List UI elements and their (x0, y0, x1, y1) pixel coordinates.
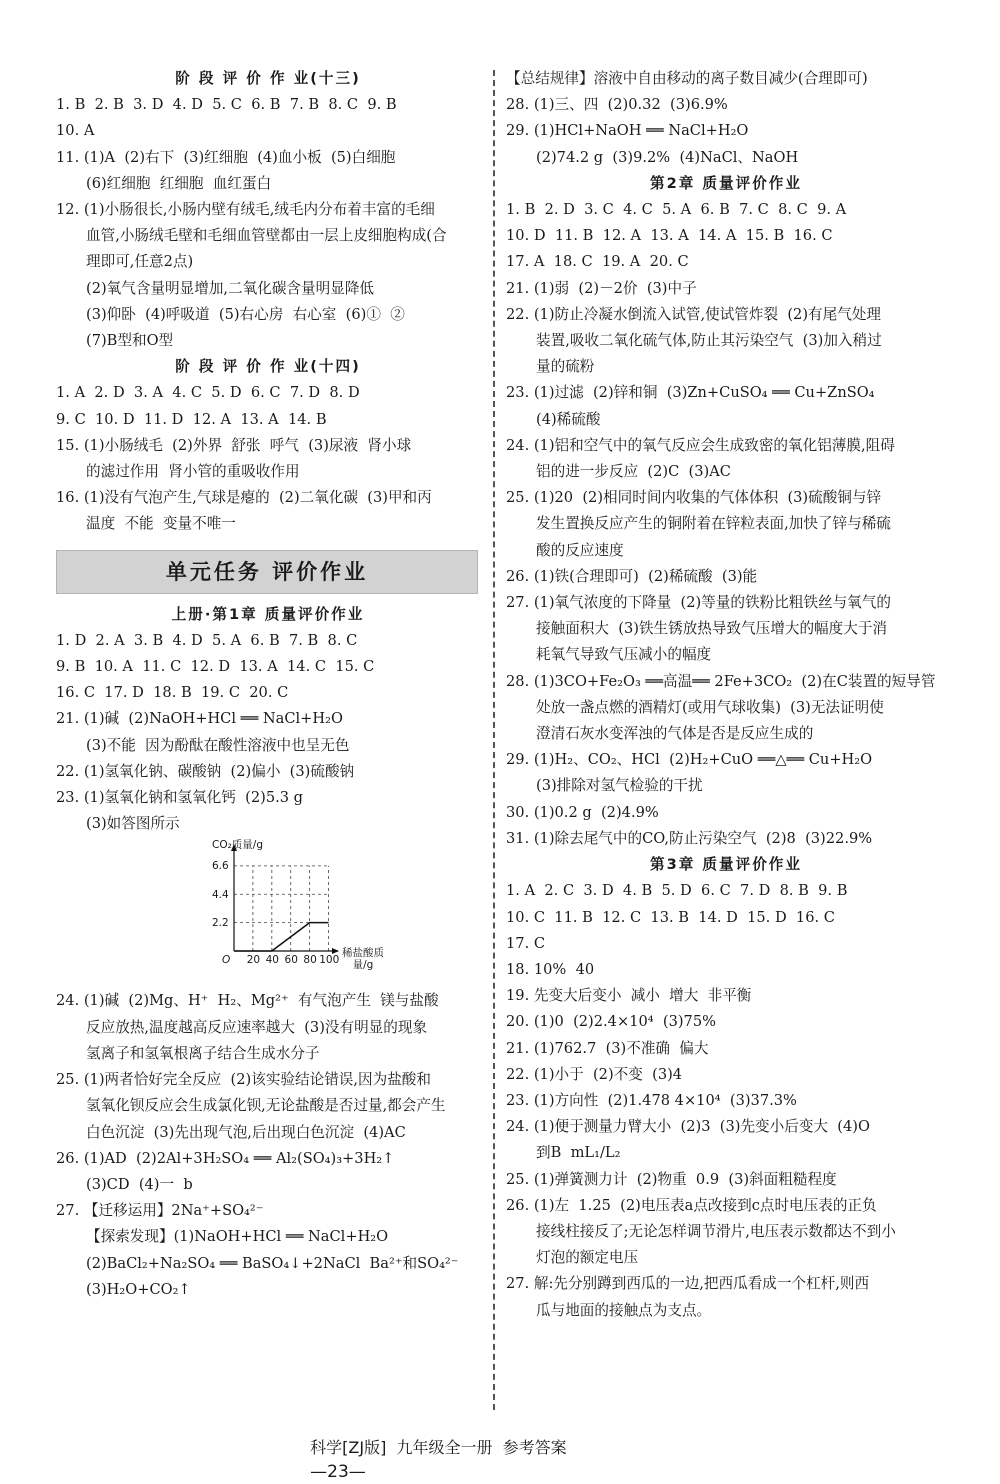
answer-line: (3)H₂O+CO₂↑ (86, 1280, 191, 1298)
answer-line: 1. A 2. C 3. D 4. B 5. D 6. C 7. D 8. B 9. B (506, 882, 848, 900)
chart-xlabel: 稀盐酸质量/g (342, 947, 384, 972)
answer-line: 17. A 18. C 19. A 20. C (506, 253, 689, 271)
answer-line: 21. (1)碱 (2)NaOH+HCl ══ NaCl+H₂O (56, 710, 343, 728)
section13-answers (56, 92, 480, 354)
answer-line: 酸的反应速度 (536, 541, 624, 559)
section14-title: 阶 段 评 价 作 业(十四) (175, 358, 361, 376)
chart-xtick-label: 20 (246, 954, 261, 967)
chart-xtick-label: 100 (319, 954, 340, 967)
answer-line: 28. (1)3CO+Fe₂O₃ ══高温══ 2Fe+3CO₂ (2)在C装置的短导管 (506, 672, 936, 690)
chart-ytick-label: 4.4 (212, 888, 229, 901)
unit-task-banner: 单元任务 评价作业 (56, 550, 478, 594)
co2-mass-chart (196, 839, 386, 984)
answer-line: 装置,吸收二氧化硫气体,防止其污染空气 (3)加入稍过 (536, 332, 882, 350)
answer-line: 24. (1)便于测量力臂大小 (2)3 (3)先变小后变大 (4)O (506, 1118, 870, 1136)
answer-line: 1. B 2. D 3. C 4. C 5. A 6. B 7. C 8. C 9. A (506, 201, 847, 219)
answer-line: (3)如答图所示 (86, 815, 180, 833)
answer-line: 22. (1)氢氧化钠、碳酸钠 (2)偏小 (3)硫酸钠 (56, 762, 355, 780)
chapter1-title: 上册·第1章 质量评价作业 (171, 605, 365, 623)
chart-ytick-label: 2.2 (212, 917, 229, 930)
answer-line: 17. C (506, 934, 546, 952)
answer-line: 25. (1)两者恰好完全反应 (2)该实验结论错误,因为盐酸和 (56, 1071, 431, 1089)
answer-line: 1. B 2. B 3. D 4. D 5. C 6. B 7. B 8. C 9. B (56, 96, 397, 114)
answer-line: 16. C 17. D 18. B 19. C 20. C (56, 684, 289, 702)
answer-line: 18. 10% 40 (506, 960, 595, 978)
answer-line: 1. D 2. A 3. B 4. D 5. A 6. B 7. B 8. C (56, 631, 358, 649)
answer-line: 9. B 10. A 11. C 12. D 13. A 14. C 15. C (56, 658, 375, 676)
answer-line: 接线柱接反了;无论怎样调节滑片,电压表示数都达不到小 (536, 1222, 896, 1240)
answer-line: 瓜与地面的接触点为支点。 (536, 1301, 712, 1319)
answer-line: 21. (1)弱 (2)－2价 (3)中子 (506, 279, 697, 297)
chapter3-title: 第3章 质量评价作业 (650, 856, 802, 874)
answer-line: 9. C 10. D 11. D 12. A 13. A 14. B (56, 410, 327, 428)
answer-line: 温度 不能 变量不唯一 (86, 515, 236, 533)
answer-line: 29. (1)HCl+NaOH ══ NaCl+H₂O (506, 122, 749, 140)
chart-xtick-label: 60 (284, 954, 298, 967)
chart-series-line (234, 923, 329, 951)
chapter2-title: 第2章 质量评价作业 (650, 174, 802, 192)
answer-line: 的滤过作用 肾小管的重吸收作用 (86, 463, 300, 481)
answer-line: 23. (1)过滤 (2)锌和铜 (3)Zn+CuSO₄ ══ Cu+ZnSO₄ (506, 384, 875, 402)
page-footer (300, 1412, 740, 1484)
answer-line: 血管,小肠绒毛壁和毛细血管壁都由一层上皮细胞构成(合 (86, 227, 447, 245)
answer-line: 处放一盏点燃的酒精灯(或用气球收集) (3)无法证明使 (536, 698, 884, 716)
chapter3-answers (506, 878, 946, 1323)
answer-line: (2)氧气含量明显增加,二氧化碳含量明显降低 (86, 279, 375, 297)
answer-line: 19. 先变大后变小 减小 增大 非平衡 (506, 987, 752, 1005)
footer-text: 科学[ZJ版] 九年级全一册 参考答案 (310, 1438, 567, 1457)
answer-line: 23. (1)氢氧化钠和氢氧化钙 (2)5.3 g (56, 789, 304, 807)
answer-line: 接触面积大 (3)铁生锈放热导致气压增大的幅度大于消 (536, 620, 888, 638)
answer-line: 12. (1)小肠很长,小肠内壁有绒毛,绒毛内分布着丰富的毛细 (56, 201, 435, 219)
right-top-answers (506, 66, 946, 171)
answer-line: 10. A (56, 122, 95, 140)
answer-line: (2)74.2 g (3)9.2% (4)NaCl、NaOH (536, 148, 799, 166)
answer-line: (3)排除对氢气检验的干扰 (536, 777, 703, 795)
answer-line: 15. (1)小肠绒毛 (2)外界 舒张 呼气 (3)尿液 肾小球 (56, 436, 412, 454)
answer-line: 31. (1)除去尾气中的CO,防止污染空气 (2)8 (3)22.9% (506, 829, 873, 847)
answer-line: 反应放热,温度越高反应速率越大 (3)没有明显的现象 (86, 1018, 428, 1036)
answer-line: 白色沉淀 (3)先出现气泡,后出现白色沉淀 (4)AC (86, 1123, 406, 1141)
answer-line: 27. (1)氧气浓度的下降量 (2)等量的铁粉比粗铁丝与氧气的 (506, 594, 891, 612)
answer-line: 10. D 11. B 12. A 13. A 14. A 15. B 16. C (506, 227, 833, 245)
answer-line: 量的硫粉 (536, 358, 595, 376)
answer-line: 23. (1)方向性 (2)1.478 4×10⁴ (3)37.3% (506, 1091, 797, 1109)
answer-line: 27. 解:先分别蹲到西瓜的一边,把西瓜看成一个杠杆,则西 (506, 1275, 870, 1293)
answer-line: 1. A 2. D 3. A 4. C 5. D 6. C 7. D 8. D (56, 384, 360, 402)
answer-line: 30. (1)0.2 g (2)4.9% (506, 803, 659, 821)
chart-xtick-label: 40 (265, 954, 279, 967)
answer-line: 20. (1)0 (2)2.4×10⁴ (3)75% (506, 1013, 716, 1031)
section14-answers (56, 380, 480, 537)
left-column (56, 66, 480, 1303)
chart-xtick-label: 80 (303, 954, 317, 967)
answer-line: 27. 【迁移运用】2Na⁺+SO₄²⁻ (56, 1202, 264, 1220)
answer-line: 氢离子和氢氧根离子结合生成水分子 (86, 1044, 320, 1062)
answer-line: 11. (1)A (2)右下 (3)红细胞 (4)血小板 (5)白细胞 (56, 148, 396, 166)
answer-line: (3)CD (4)一 b (86, 1175, 193, 1193)
answer-line: 10. C 11. B 12. C 13. B 14. D 15. D 16. C (506, 908, 835, 926)
answer-line: 28. (1)三、四 (2)0.32 (3)6.9% (506, 96, 728, 114)
answer-line: 24. (1)铝和空气中的氧气反应会生成致密的氧化铝薄膜,阻碍 (506, 436, 895, 454)
answer-line: (3)仰卧 (4)呼吸道 (5)右心房 右心室 (6)① ② (86, 305, 405, 323)
answer-line: (2)BaCl₂+Na₂SO₄ ══ BaSO₄↓+2NaCl Ba²⁺和SO₄²⁻ (86, 1254, 459, 1272)
answer-line: 21. (1)762.7 (3)不准确 偏大 (506, 1039, 709, 1057)
chapter1-answers-b (56, 988, 480, 1302)
answer-line: (3)不能 因为酚酞在酸性溶液中也呈无色 (86, 736, 350, 754)
answer-line: 24. (1)碱 (2)Mg、H⁺ H₂、Mg²⁺ 有气泡产生 镁与盐酸 (56, 992, 439, 1010)
column-divider (493, 70, 495, 1410)
answer-line: 耗氧气导致气压减小的幅度 (536, 646, 712, 664)
answer-line: 发生置换反应产生的铜附着在锌粒表面,加快了锌与稀硫 (536, 515, 891, 533)
answer-line: 【总结规律】溶液中自由移动的离子数目减少(合理即可) (506, 70, 868, 87)
answer-line: 26. (1)铁(合理即可) (2)稀硫酸 (3)能 (506, 567, 758, 585)
answer-line: 22. (1)防止冷凝水倒流入试管,使试管炸裂 (2)有尾气处理 (506, 305, 881, 323)
chart-xtick-label: O (222, 954, 231, 967)
page-number: —23— (310, 1462, 366, 1482)
answer-line: 澄清石灰水变浑浊的气体是否是反应生成的 (536, 725, 814, 743)
answer-line: (4)稀硫酸 (536, 410, 601, 428)
answer-line: 到B mL₁/L₂ (536, 1144, 621, 1162)
chapter1-answers-a (56, 628, 480, 838)
answer-line: (6)红细胞 红细胞 血红蛋白 (86, 174, 272, 192)
chapter2-answers (506, 197, 946, 852)
answer-line: 理即可,任意2点) (86, 253, 194, 271)
answer-line: 25. (1)20 (2)相同时间内收集的气体体积 (3)硫酸铜与锌 (506, 489, 882, 507)
right-column (506, 66, 946, 1324)
answer-line: 氢氧化钡反应会生成氯化钡,无论盐酸是否过量,都会产生 (86, 1097, 446, 1115)
answer-line: 25. (1)弹簧测力计 (2)物重 0.9 (3)斜面粗糙程度 (506, 1170, 837, 1188)
section13-title: 阶 段 评 价 作 业(十三) (175, 70, 361, 87)
answer-line: (7)B型和O型 (86, 332, 174, 350)
answer-line: 灯泡的额定电压 (536, 1249, 639, 1267)
answer-line: 铝的进一步反应 (2)C (3)AC (536, 463, 731, 481)
chart-ylabel: CO₂质量/g (212, 839, 264, 852)
answer-line: 26. (1)左 1.25 (2)电压表a点改接到c点时电压表的正负 (506, 1196, 877, 1214)
answer-line: 22. (1)小于 (2)不变 (3)4 (506, 1065, 683, 1083)
answer-line: 【探索发现】(1)NaOH+HCl ══ NaCl+H₂O (86, 1228, 389, 1246)
answer-line: 26. (1)AD (2)2Al+3H₂SO₄ ══ Al₂(SO₄)₃+3H₂↑ (56, 1149, 395, 1167)
answer-line: 29. (1)H₂、CO₂、HCl (2)H₂+CuO ══△══ Cu+H₂O (506, 751, 873, 769)
answer-line: 16. (1)没有气泡产生,气球是瘪的 (2)二氧化碳 (3)甲和丙 (56, 489, 432, 507)
chart-ytick-label: 6.6 (212, 860, 229, 873)
